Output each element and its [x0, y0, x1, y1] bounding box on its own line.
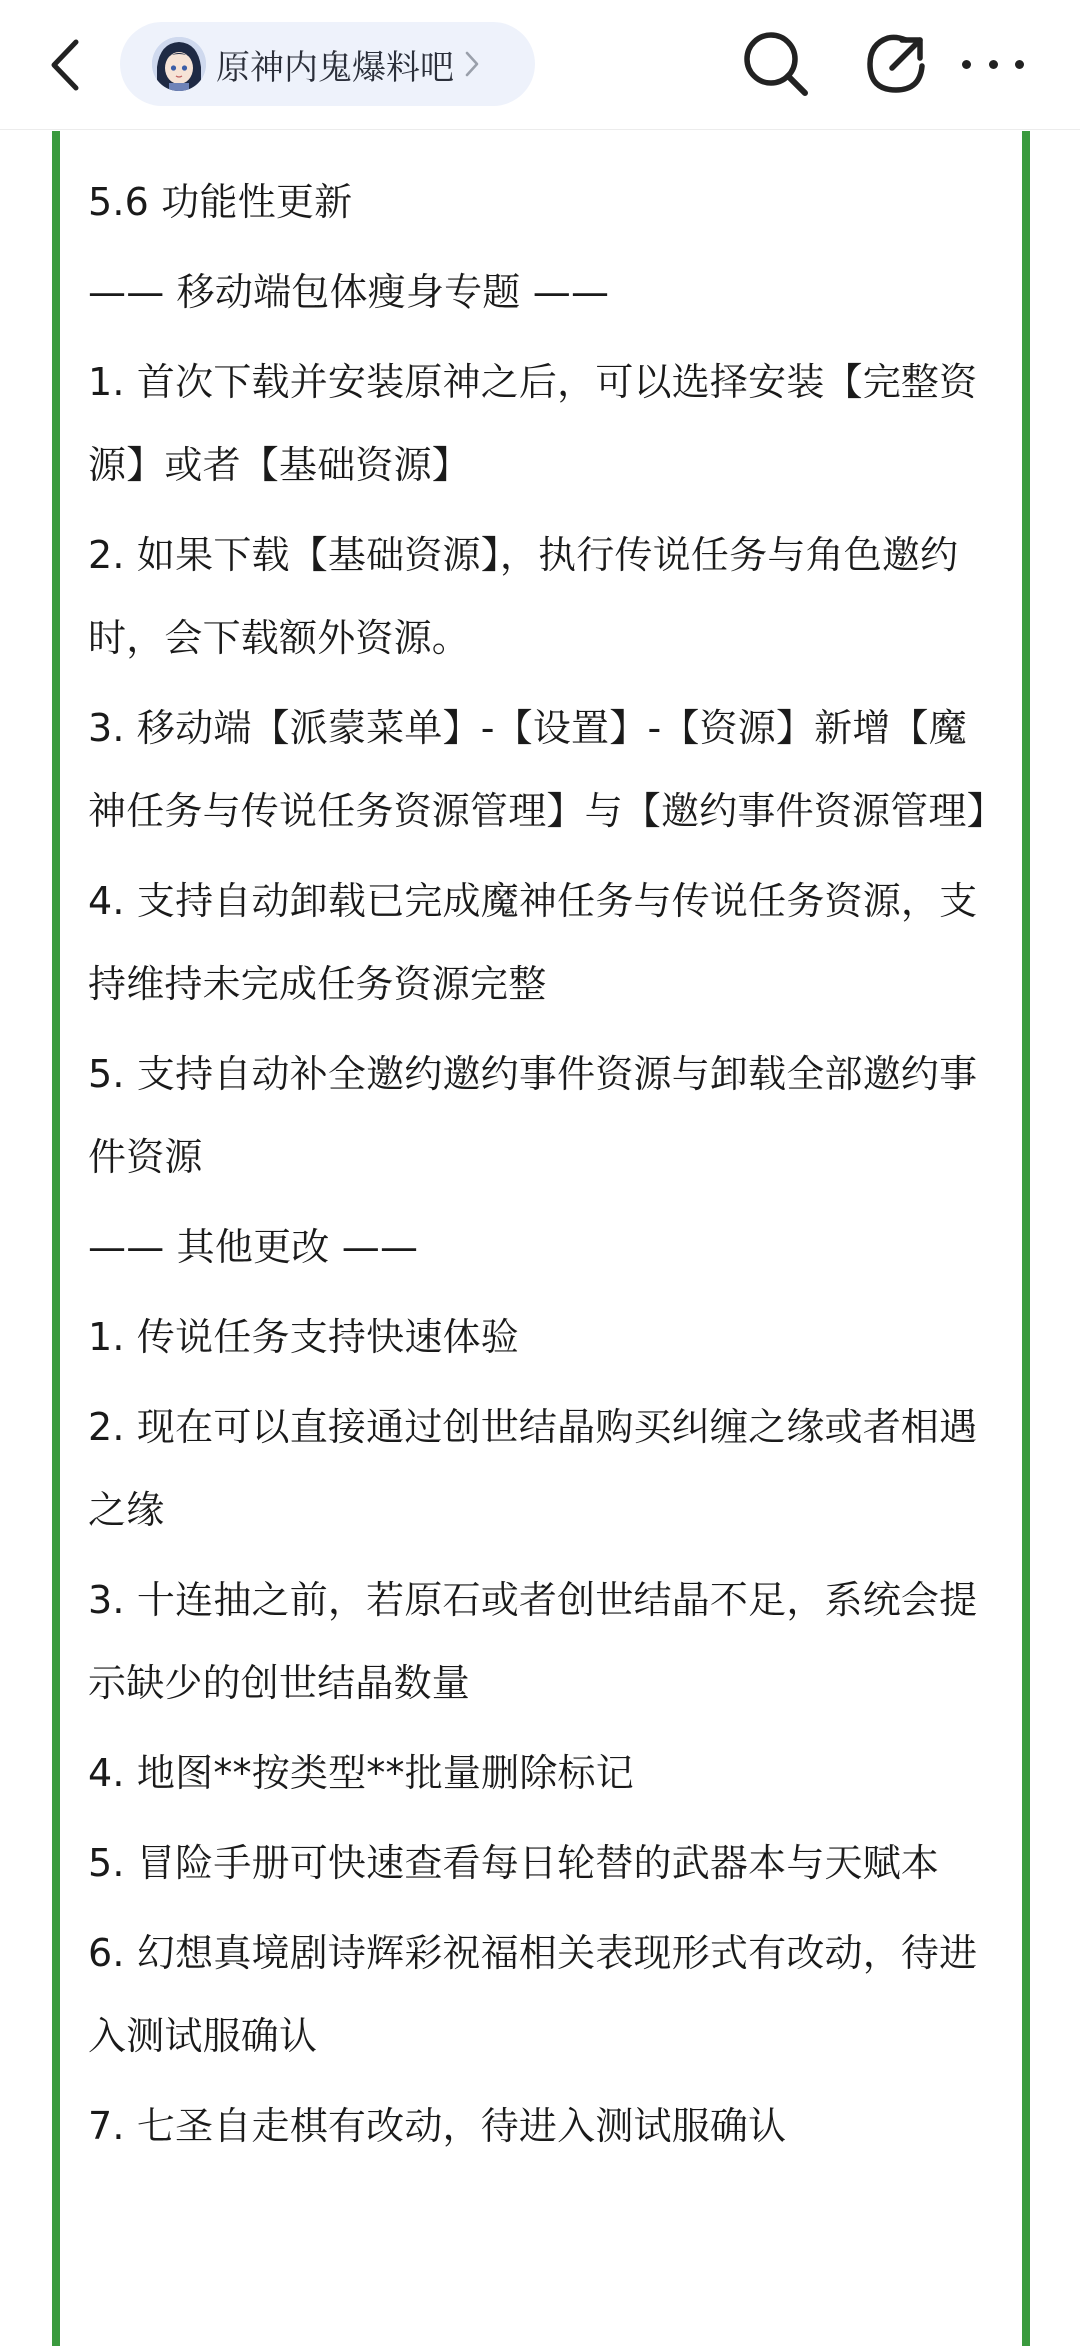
forum-avatar	[152, 37, 206, 91]
post-paragraph: 7. 七圣自走棋有改动，待进入测试服确认	[88, 2104, 787, 2148]
post-paragraph: 5.6 功能性更新	[88, 180, 353, 224]
more-icon-dot	[962, 60, 971, 69]
chevron-left-icon	[50, 38, 80, 92]
share-button[interactable]	[862, 30, 930, 98]
post-paragraph: 5. 冒险手册可快速查看每日轮替的武器本与天赋本	[88, 1841, 940, 1885]
post-paragraph: —— 移动端包体瘦身专题 ——	[88, 270, 610, 314]
top-navigation-bar	[0, 0, 1080, 130]
post-content	[52, 131, 1030, 2346]
post-paragraph: 3. 移动端【派蒙菜单】-【设置】-【资源】新增【魔神任务与传说任务资源管理】与【邀约事件资源管理】	[88, 706, 1005, 833]
post-paragraph: 1. 传说任务支持快速体验	[88, 1315, 519, 1359]
post-paragraph: 2. 现在可以直接通过创世结晶购买纠缠之缘或者相遇之缘	[88, 1405, 978, 1532]
forum-link[interactable]	[120, 22, 535, 106]
post-paragraph: 2. 如果下载【基础资源】，执行传说任务与角色邀约时，会下载额外资源。	[88, 533, 959, 660]
post-paragraph: —— 其他更改 ——	[88, 1225, 419, 1269]
chevron-right-icon	[462, 49, 482, 79]
more-icon-dot	[1015, 60, 1024, 69]
more-icon-dot	[989, 60, 998, 69]
forum-name: 原神内鬼爆料吧	[216, 47, 454, 88]
post-paragraph: 4. 地图**按类型**批量删除标记	[88, 1751, 634, 1795]
post-paragraph: 6. 幻想真境剧诗辉彩祝福相关表现形式有改动，待进入测试服确认	[88, 1931, 978, 2058]
search-button[interactable]	[740, 28, 812, 100]
search-icon	[740, 28, 812, 100]
post-paragraph: 3. 十连抽之前，若原石或者创世结晶不足，系统会提示缺少的创世结晶数量	[88, 1578, 978, 1705]
post-paragraph: 4. 支持自动卸载已完成魔神任务与传说任务资源，支持维持未完成任务资源完整	[88, 879, 978, 1006]
post-paragraph: 5. 支持自动补全邀约邀约事件资源与卸载全部邀约事件资源	[88, 1052, 978, 1179]
share-edit-icon	[862, 30, 930, 98]
post-paragraph: 1. 首次下载并安装原神之后，可以选择安装【完整资源】或者【基础资源】	[88, 360, 978, 487]
post-text	[88, 161, 1005, 2175]
more-options-button[interactable]	[962, 44, 1024, 84]
back-button[interactable]	[40, 32, 90, 98]
